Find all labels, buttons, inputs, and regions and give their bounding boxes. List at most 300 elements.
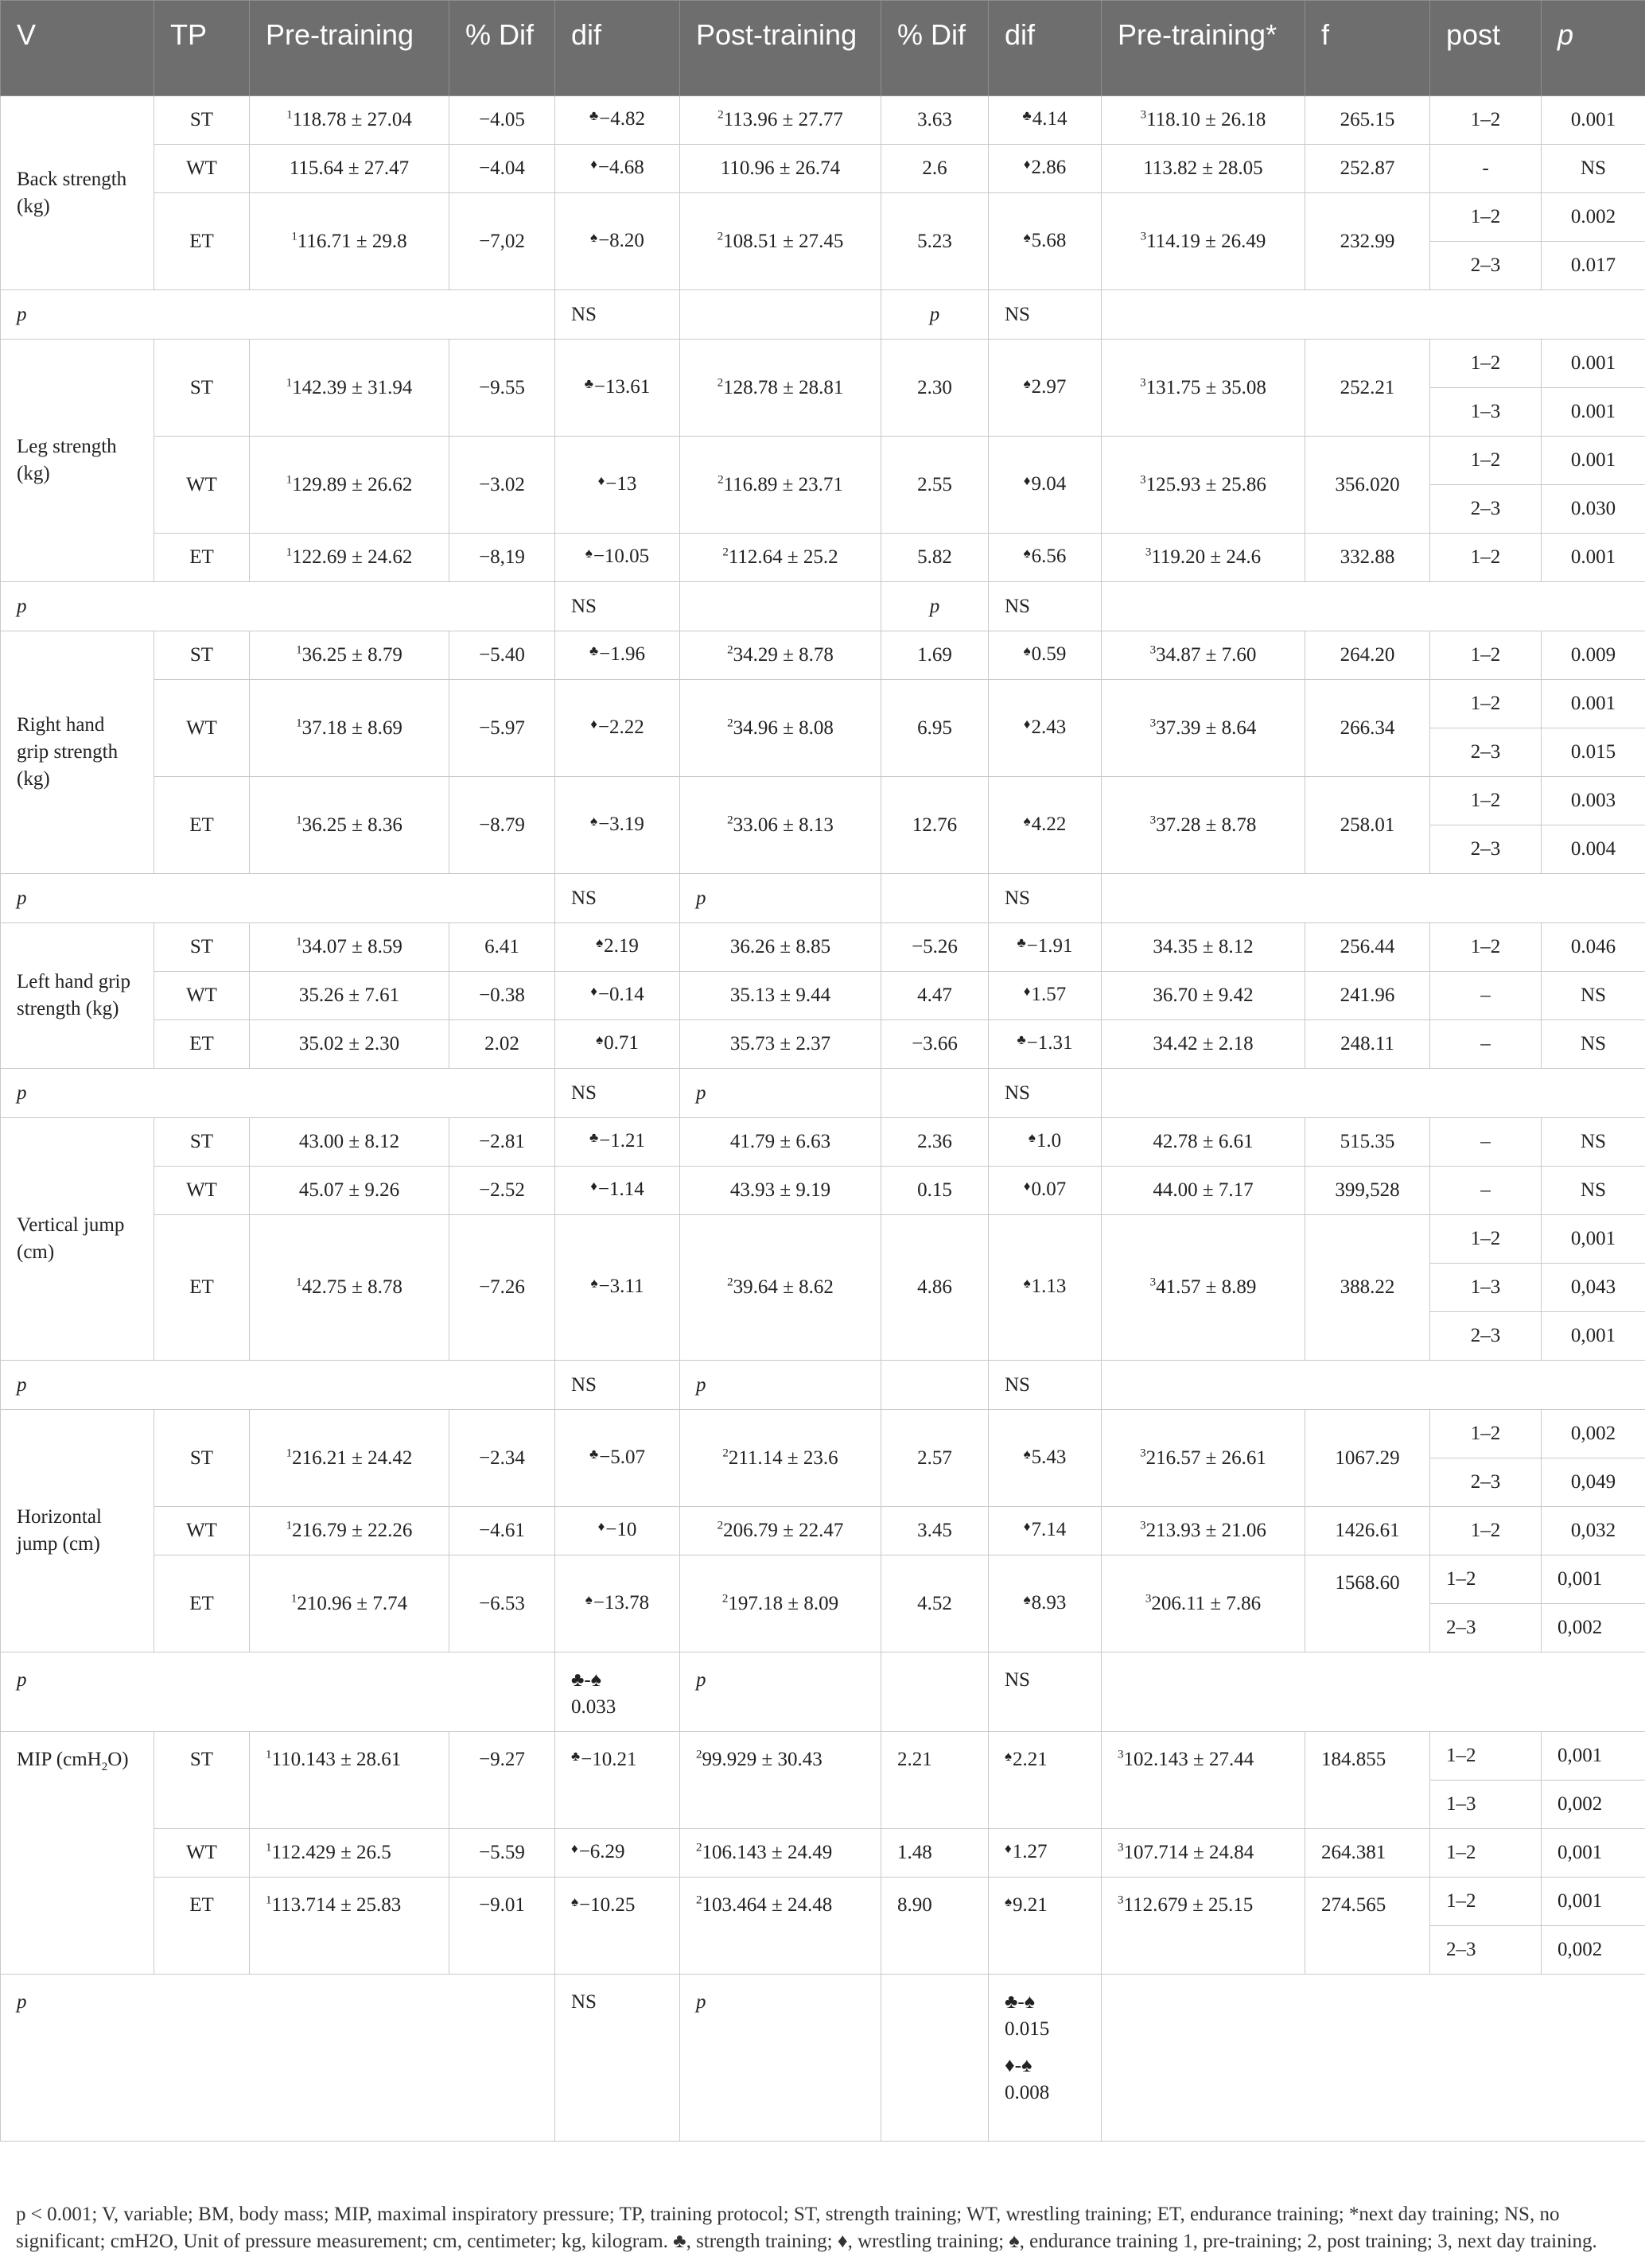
p-summary-row — [1, 1975, 1645, 2142]
comparison-cell: 1–2 — [1430, 923, 1542, 972]
table-row — [1, 1167, 1645, 1215]
dif-cell: ♦7.14 — [989, 1507, 1102, 1555]
pre-cell: $^1$110.143 ± 28.61 — [250, 1732, 449, 1829]
p-summary-dif: NS — [555, 582, 680, 631]
dif-cell: ♦−4.68 — [555, 145, 680, 193]
p-summary-dif: NS — [555, 1975, 680, 2142]
pct-dif-cell: −2.34 — [449, 1410, 555, 1507]
post-cell: 110.96 ± 26.74 — [680, 145, 881, 193]
f-cell: 515.35 — [1305, 1118, 1430, 1167]
table-row — [1, 96, 1645, 145]
post-cell: 43.93 ± 9.19 — [680, 1167, 881, 1215]
empty-cell — [1102, 582, 1645, 631]
empty-cell — [881, 1652, 989, 1732]
next-cell: 42.78 ± 6.61 — [1102, 1118, 1305, 1167]
dif-cell: ♠1.0 — [989, 1118, 1102, 1167]
f-cell: 184.855 — [1305, 1732, 1430, 1829]
tp-cell: ET — [154, 193, 250, 290]
tp-cell: ST — [154, 1410, 250, 1507]
tp-cell: ET — [154, 1878, 250, 1975]
dif-cell: ♣−5.07 — [555, 1410, 680, 1507]
header-cell-post-training: Post-training — [680, 1, 881, 96]
pct-dif-cell: 4.47 — [881, 972, 989, 1020]
comparison-cell: 1–2 — [1430, 1555, 1542, 1604]
comparison-cell: 1–3 — [1430, 1781, 1542, 1829]
header-cell-post: post — [1430, 1, 1542, 96]
pct-dif-cell: −5.97 — [449, 680, 555, 777]
dif-cell: ♦−0.14 — [555, 972, 680, 1020]
pct-dif-cell: 2.02 — [449, 1020, 555, 1069]
next-cell: 44.00 ± 7.17 — [1102, 1167, 1305, 1215]
dif-cell: ♦−10 — [555, 1507, 680, 1555]
diamond-icon: ♦ — [1023, 157, 1031, 172]
tp-cell: ST — [154, 631, 250, 680]
pre-cell: 35.02 ± 2.30 — [250, 1020, 449, 1069]
pct-dif-cell: 2.30 — [881, 340, 989, 437]
comparison-cell: – — [1430, 1167, 1542, 1215]
club-icon: ♣ — [571, 1749, 581, 1764]
post-cell: $^2$34.29 ± 8.78 — [680, 631, 881, 680]
spade-icon: ♠ — [585, 546, 593, 561]
p-cell: NS — [1542, 1118, 1645, 1167]
pct-dif-cell: 4.52 — [881, 1555, 989, 1652]
dif-cell: ♠2.97 — [989, 340, 1102, 437]
pct-dif-cell: −3.02 — [449, 437, 555, 534]
pre-cell: $^1$210.96 ± 7.74 — [250, 1555, 449, 1652]
post-cell: 36.26 ± 8.85 — [680, 923, 881, 972]
next-cell: $^3$206.11 ± 7.86 — [1102, 1555, 1305, 1652]
comparison-cell: - — [1430, 145, 1542, 193]
club-icon: ♣ — [589, 108, 599, 123]
p-summary-post: p — [680, 874, 881, 923]
p-cell: NS — [1542, 972, 1645, 1020]
spade-icon: ♠ — [596, 1032, 604, 1047]
post-cell: $^2$112.64 ± 25.2 — [680, 534, 881, 582]
pre-cell: $^1$34.07 ± 8.59 — [250, 923, 449, 972]
diamond-icon: ♦ — [597, 1519, 605, 1534]
club-icon: ♣ — [589, 643, 599, 658]
club-icon: ♣ — [589, 1130, 599, 1145]
post-cell: $^2$103.464 ± 24.48 — [680, 1878, 881, 1975]
p-summary-row — [1, 582, 1645, 631]
pct-dif-cell: −6.53 — [449, 1555, 555, 1652]
diamond-icon: ♦ — [1023, 472, 1031, 488]
f-cell: 266.34 — [1305, 680, 1430, 777]
post-cell: $^2$39.64 ± 8.62 — [680, 1215, 881, 1361]
diamond-icon: ♦ — [590, 157, 597, 172]
p-cell: 0,002 — [1542, 1781, 1645, 1829]
p-cell: NS — [1542, 1167, 1645, 1215]
variable-label: Leg strength (kg) — [1, 340, 154, 582]
p-label: p — [1, 1361, 555, 1410]
pct-dif-cell: −4.04 — [449, 145, 555, 193]
next-cell: 113.82 ± 28.05 — [1102, 145, 1305, 193]
p-cell: 0,001 — [1542, 1312, 1645, 1361]
table-row — [1, 1732, 1645, 1781]
club-icon: ♣ — [1017, 935, 1026, 950]
post-cell: 35.73 ± 2.37 — [680, 1020, 881, 1069]
variable-label: Back strength (kg) — [1, 96, 154, 290]
tp-cell: ET — [154, 777, 250, 874]
post-cell: $^2$128.78 ± 28.81 — [680, 340, 881, 437]
dif-cell: ♣−1.96 — [555, 631, 680, 680]
dif-cell: ♦−1.14 — [555, 1167, 680, 1215]
table-row — [1, 1118, 1645, 1167]
dif-cell: ♠−10.25 — [555, 1878, 680, 1975]
post-cell: $^2$99.929 ± 30.43 — [680, 1732, 881, 1829]
diamond-spade-comparison: ♦-♠ — [1005, 2055, 1032, 2076]
dif-cell: ♦−2.22 — [555, 680, 680, 777]
comparison-cell: 1–3 — [1430, 1264, 1542, 1312]
f-cell: 332.88 — [1305, 534, 1430, 582]
pre-cell: $^1$36.25 ± 8.36 — [250, 777, 449, 874]
dif-cell: ♠−3.19 — [555, 777, 680, 874]
empty-cell — [1102, 290, 1645, 340]
club-icon: ♣ — [589, 1446, 599, 1462]
p-cell: NS — [1542, 145, 1645, 193]
tp-cell: ST — [154, 1118, 250, 1167]
dif-cell: ♣−1.21 — [555, 1118, 680, 1167]
p-cell: 0,002 — [1542, 1926, 1645, 1975]
dif-cell: ♣−1.31 — [989, 1020, 1102, 1069]
comparison-cell: 1–2 — [1430, 340, 1542, 388]
pct-dif-cell: −9.27 — [449, 1732, 555, 1829]
f-cell: 274.565 — [1305, 1878, 1430, 1975]
pre-cell: $^1$216.21 ± 24.42 — [250, 1410, 449, 1507]
comparison-cell: 1–2 — [1430, 96, 1542, 145]
p-cell: 0,001 — [1542, 1555, 1645, 1604]
pct-dif-cell: 2.57 — [881, 1410, 989, 1507]
p-summary-dif: ♣-♠ 0.033 — [555, 1652, 680, 1732]
p-summary-row — [1, 874, 1645, 923]
pct-dif-cell: −2.52 — [449, 1167, 555, 1215]
pre-cell: $^1$37.18 ± 8.69 — [250, 680, 449, 777]
tp-cell: ST — [154, 96, 250, 145]
empty-cell — [1102, 874, 1645, 923]
spade-icon: ♠ — [585, 1591, 593, 1607]
f-cell: 256.44 — [1305, 923, 1430, 972]
pct-dif-cell: 8.90 — [881, 1878, 989, 1975]
pct-dif-cell: −8,19 — [449, 534, 555, 582]
next-cell: $^3$37.39 ± 8.64 — [1102, 680, 1305, 777]
p-summary-row — [1, 1069, 1645, 1118]
comparison-cell: 2–3 — [1430, 1604, 1542, 1652]
tp-cell: ET — [154, 534, 250, 582]
f-cell: 264.381 — [1305, 1829, 1430, 1878]
comparison-cell: 1–2 — [1430, 437, 1542, 485]
empty-cell — [680, 582, 881, 631]
dif-cell: ♣4.14 — [989, 96, 1102, 145]
variable-label: Horizontal jump (cm) — [1, 1410, 154, 1652]
comparison-cell: 1–2 — [1430, 631, 1542, 680]
pct-dif-cell: −7,02 — [449, 193, 555, 290]
pct-dif-cell: 3.63 — [881, 96, 989, 145]
p-summary-post: p — [680, 1652, 881, 1732]
post-cell: $^2$108.51 ± 27.45 — [680, 193, 881, 290]
pre-cell: $^1$122.69 ± 24.62 — [250, 534, 449, 582]
p-cell: 0.046 — [1542, 923, 1645, 972]
dif-cell: ♠−8.20 — [555, 193, 680, 290]
table-header-row — [1, 1, 1645, 96]
empty-cell — [1102, 1652, 1645, 1732]
diamond-icon: ♦ — [590, 984, 597, 999]
tp-cell: ET — [154, 1215, 250, 1361]
p-summary-post: p — [680, 1361, 881, 1410]
p-cell: 0.030 — [1542, 485, 1645, 534]
spade-icon: ♠ — [1023, 643, 1031, 658]
next-cell: $^3$37.28 ± 8.78 — [1102, 777, 1305, 874]
dif-cell: ♠0.71 — [555, 1020, 680, 1069]
p-cell: 0,032 — [1542, 1507, 1645, 1555]
pct-dif-cell: 5.23 — [881, 193, 989, 290]
dif-cell: ♠5.43 — [989, 1410, 1102, 1507]
pct-dif-cell: −8.79 — [449, 777, 555, 874]
p-cell: 0,001 — [1542, 1215, 1645, 1264]
spade-icon: ♠ — [1023, 546, 1031, 561]
p-summary-dif: NS — [989, 874, 1102, 923]
spade-icon: ♠ — [596, 935, 604, 950]
post-cell: $^2$197.18 ± 8.09 — [680, 1555, 881, 1652]
next-cell: $^3$34.87 ± 7.60 — [1102, 631, 1305, 680]
p-label: p — [1, 1975, 555, 2142]
f-cell: 232.99 — [1305, 193, 1430, 290]
table-row — [1, 972, 1645, 1020]
pre-cell: $^1$216.79 ± 22.26 — [250, 1507, 449, 1555]
empty-cell — [881, 874, 989, 923]
comparison-cell: 1–2 — [1430, 1215, 1542, 1264]
dif-cell: ♦1.27 — [989, 1829, 1102, 1878]
pct-dif-cell: −5.59 — [449, 1829, 555, 1878]
comparison-cell: 2–3 — [1430, 485, 1542, 534]
dif-cell: ♠−3.11 — [555, 1215, 680, 1361]
tp-cell: WT — [154, 1167, 250, 1215]
p-summary-pct-dif: p — [881, 582, 989, 631]
spade-icon: ♠ — [1023, 1591, 1031, 1607]
comparison-cell: – — [1430, 972, 1542, 1020]
table-row — [1, 534, 1645, 582]
p-summary-row — [1, 1652, 1645, 1732]
pre-cell: $^1$129.89 ± 26.62 — [250, 437, 449, 534]
f-cell: 252.87 — [1305, 145, 1430, 193]
pct-dif-cell: −5.40 — [449, 631, 555, 680]
pre-cell: $^1$116.71 ± 29.8 — [250, 193, 449, 290]
spade-icon: ♠ — [590, 229, 598, 245]
spade-icon: ♠ — [1028, 1130, 1036, 1145]
next-cell: $^3$213.93 ± 21.06 — [1102, 1507, 1305, 1555]
table-row — [1, 1555, 1645, 1604]
pre-cell: $^1$112.429 ± 26.5 — [250, 1829, 449, 1878]
pct-dif-cell: −0.38 — [449, 972, 555, 1020]
next-cell: 34.42 ± 2.18 — [1102, 1020, 1305, 1069]
comparison-cell: 2–3 — [1430, 728, 1542, 777]
comparison-cell: 1–2 — [1430, 1878, 1542, 1926]
p-summary-dif: ♣-♠ 0.015 ♦-♠ 0.008 — [989, 1975, 1102, 2142]
dif-cell: ♦0.07 — [989, 1167, 1102, 1215]
pct-dif-cell: 3.45 — [881, 1507, 989, 1555]
p-cell: 0.001 — [1542, 534, 1645, 582]
tp-cell: ET — [154, 1020, 250, 1069]
table-row — [1, 1020, 1645, 1069]
diamond-icon: ♦ — [1023, 1519, 1031, 1534]
header-cell-pct-dif-1: % Dif — [449, 1, 555, 96]
post-cell: $^2$116.89 ± 23.71 — [680, 437, 881, 534]
p-cell: 0,001 — [1542, 1732, 1645, 1781]
next-cell: $^3$41.57 ± 8.89 — [1102, 1215, 1305, 1361]
dif-cell: ♠0.59 — [989, 631, 1102, 680]
comparison-cell: 2–3 — [1430, 1458, 1542, 1507]
p-cell: NS — [1542, 1020, 1645, 1069]
comparison-cell: 2–3 — [1430, 825, 1542, 874]
diamond-icon: ♦ — [597, 472, 605, 488]
pre-cell: $^1$142.39 ± 31.94 — [250, 340, 449, 437]
tp-cell: WT — [154, 680, 250, 777]
table-row — [1, 1829, 1645, 1878]
table-row — [1, 340, 1645, 388]
diamond-icon: ♦ — [1023, 716, 1031, 732]
comparison-cell: 1–2 — [1430, 1507, 1542, 1555]
p-cell: 0.001 — [1542, 680, 1645, 728]
tp-cell: WT — [154, 972, 250, 1020]
comparison-cell: 2–3 — [1430, 242, 1542, 290]
next-cell: $^3$112.679 ± 25.15 — [1102, 1878, 1305, 1975]
dif-cell: ♠9.21 — [989, 1878, 1102, 1975]
next-cell: $^3$102.143 ± 27.44 — [1102, 1732, 1305, 1829]
comparison-cell: 2–3 — [1430, 1926, 1542, 1975]
dif-cell: ♠−10.05 — [555, 534, 680, 582]
diamond-icon: ♦ — [590, 716, 597, 732]
post-cell: $^2$33.06 ± 8.13 — [680, 777, 881, 874]
table-row — [1, 631, 1645, 680]
p-label: p — [1, 582, 555, 631]
comparison-cell: 1–2 — [1430, 534, 1542, 582]
header-cell-next-day-pre-training: Pre-training* — [1102, 1, 1305, 96]
tp-cell: ST — [154, 923, 250, 972]
table-row — [1, 437, 1645, 485]
p-summary-dif: NS — [555, 290, 680, 340]
pct-dif-cell: −9.55 — [449, 340, 555, 437]
club-icon: ♣ — [1022, 108, 1032, 123]
dif-cell: ♦9.04 — [989, 437, 1102, 534]
pre-cell: 43.00 ± 8.12 — [250, 1118, 449, 1167]
post-cell: $^2$206.79 ± 22.47 — [680, 1507, 881, 1555]
p-summary-row — [1, 290, 1645, 340]
header-cell-p: p — [1542, 1, 1645, 96]
table-row — [1, 1507, 1645, 1555]
comparison-cell: 1–2 — [1430, 777, 1542, 825]
spade-icon: ♠ — [1023, 1276, 1031, 1291]
pre-cell: 35.26 ± 7.61 — [250, 972, 449, 1020]
pct-dif-cell: −5.26 — [881, 923, 989, 972]
p-summary-dif: NS — [555, 874, 680, 923]
f-cell: 399,528 — [1305, 1167, 1430, 1215]
pct-dif-cell: 2.36 — [881, 1118, 989, 1167]
p-summary-post: p — [680, 1975, 881, 2142]
p-summary-dif: NS — [555, 1069, 680, 1118]
tp-cell: WT — [154, 1829, 250, 1878]
next-cell: 36.70 ± 9.42 — [1102, 972, 1305, 1020]
comparison-cell: 1–2 — [1430, 193, 1542, 242]
p-label: p — [1, 290, 555, 340]
header-cell-tp: TP — [154, 1, 250, 96]
comparison-cell: 1–3 — [1430, 388, 1542, 437]
next-cell: $^3$131.75 ± 35.08 — [1102, 340, 1305, 437]
p-label: p — [1, 1069, 555, 1118]
pre-cell: $^1$113.714 ± 25.83 — [250, 1878, 449, 1975]
p-cell: 0.002 — [1542, 193, 1645, 242]
spade-icon: ♠ — [1023, 1446, 1031, 1462]
comparison-cell: 1–2 — [1430, 1410, 1542, 1458]
next-cell: $^3$107.714 ± 24.84 — [1102, 1829, 1305, 1878]
post-cell: $^2$113.96 ± 27.77 — [680, 96, 881, 145]
pre-cell: $^1$42.75 ± 8.78 — [250, 1215, 449, 1361]
variable-label: Right hand grip strength (kg) — [1, 631, 154, 874]
pct-dif-cell: 2.21 — [881, 1732, 989, 1829]
tp-cell: WT — [154, 145, 250, 193]
table-row — [1, 923, 1645, 972]
header-cell-dif-2: dif — [989, 1, 1102, 96]
empty-cell — [881, 1069, 989, 1118]
p-cell: 0,002 — [1542, 1604, 1645, 1652]
club-spade-comparison: ♣-♠ — [1005, 1991, 1036, 2013]
header-cell-f: f — [1305, 1, 1430, 96]
p-label: p — [1, 1652, 555, 1732]
dif-cell: ♠6.56 — [989, 534, 1102, 582]
post-cell: $^2$106.143 ± 24.49 — [680, 1829, 881, 1878]
post-cell: 35.13 ± 9.44 — [680, 972, 881, 1020]
dif-cell: ♠4.22 — [989, 777, 1102, 874]
p-summary-row — [1, 1361, 1645, 1410]
comparison-cell: – — [1430, 1020, 1542, 1069]
f-cell: 1067.29 — [1305, 1410, 1430, 1507]
header-cell-variable: V — [1, 1, 154, 96]
table-row — [1, 1410, 1645, 1458]
table-row — [1, 193, 1645, 242]
table-row — [1, 680, 1645, 728]
variable-label: MIP (cmH$_2$O) — [1, 1732, 154, 1975]
empty-cell — [1102, 1975, 1645, 2142]
pct-dif-cell: 1.69 — [881, 631, 989, 680]
pre-cell: $^1$36.25 ± 8.79 — [250, 631, 449, 680]
p-cell: 0.009 — [1542, 631, 1645, 680]
f-cell: 388.22 — [1305, 1215, 1430, 1361]
p-cell: 0.001 — [1542, 96, 1645, 145]
post-cell: $^2$211.14 ± 23.6 — [680, 1410, 881, 1507]
p-cell: 0.017 — [1542, 242, 1645, 290]
variable-label: Left hand grip strength (kg) — [1, 923, 154, 1069]
diamond-icon: ♦ — [590, 1179, 597, 1194]
post-cell: $^2$34.96 ± 8.08 — [680, 680, 881, 777]
pct-dif-cell: 5.82 — [881, 534, 989, 582]
pct-dif-cell: 2.6 — [881, 145, 989, 193]
tp-cell: ST — [154, 340, 250, 437]
spade-icon: ♠ — [1023, 813, 1031, 829]
spade-icon: ♠ — [1005, 1749, 1013, 1764]
table-footnote: p < 0.001; V, variable; BM, body mass; MIP, maximal inspiratory pressure; TP, training protocol; ST, strength training; WT, wrestling training; ET, endurance training; *next day training; NS, no significant; cmH2O, Unit of pressure measurement; cm, centimeter; kg, kilogram. ♣, strength training; ♦, wrestling training; ♠, endurance training 1, pre-training; 2, post training; 3, next day training. — [16, 2204, 1597, 2252]
tp-cell: ET — [154, 1555, 250, 1652]
diamond-icon: ♦ — [1023, 1179, 1031, 1194]
empty-cell — [1102, 1069, 1645, 1118]
comparison-cell: – — [1430, 1118, 1542, 1167]
p-cell: 0.001 — [1542, 437, 1645, 485]
dif-cell: ♠5.68 — [989, 193, 1102, 290]
next-cell: $^3$114.19 ± 26.49 — [1102, 193, 1305, 290]
pct-dif-cell: 2.55 — [881, 437, 989, 534]
pct-dif-cell: 6.95 — [881, 680, 989, 777]
dif-cell: ♦1.57 — [989, 972, 1102, 1020]
p-summary-post: p — [680, 1069, 881, 1118]
dif-cell: ♦−6.29 — [555, 1829, 680, 1878]
f-cell: 1426.61 — [1305, 1507, 1430, 1555]
